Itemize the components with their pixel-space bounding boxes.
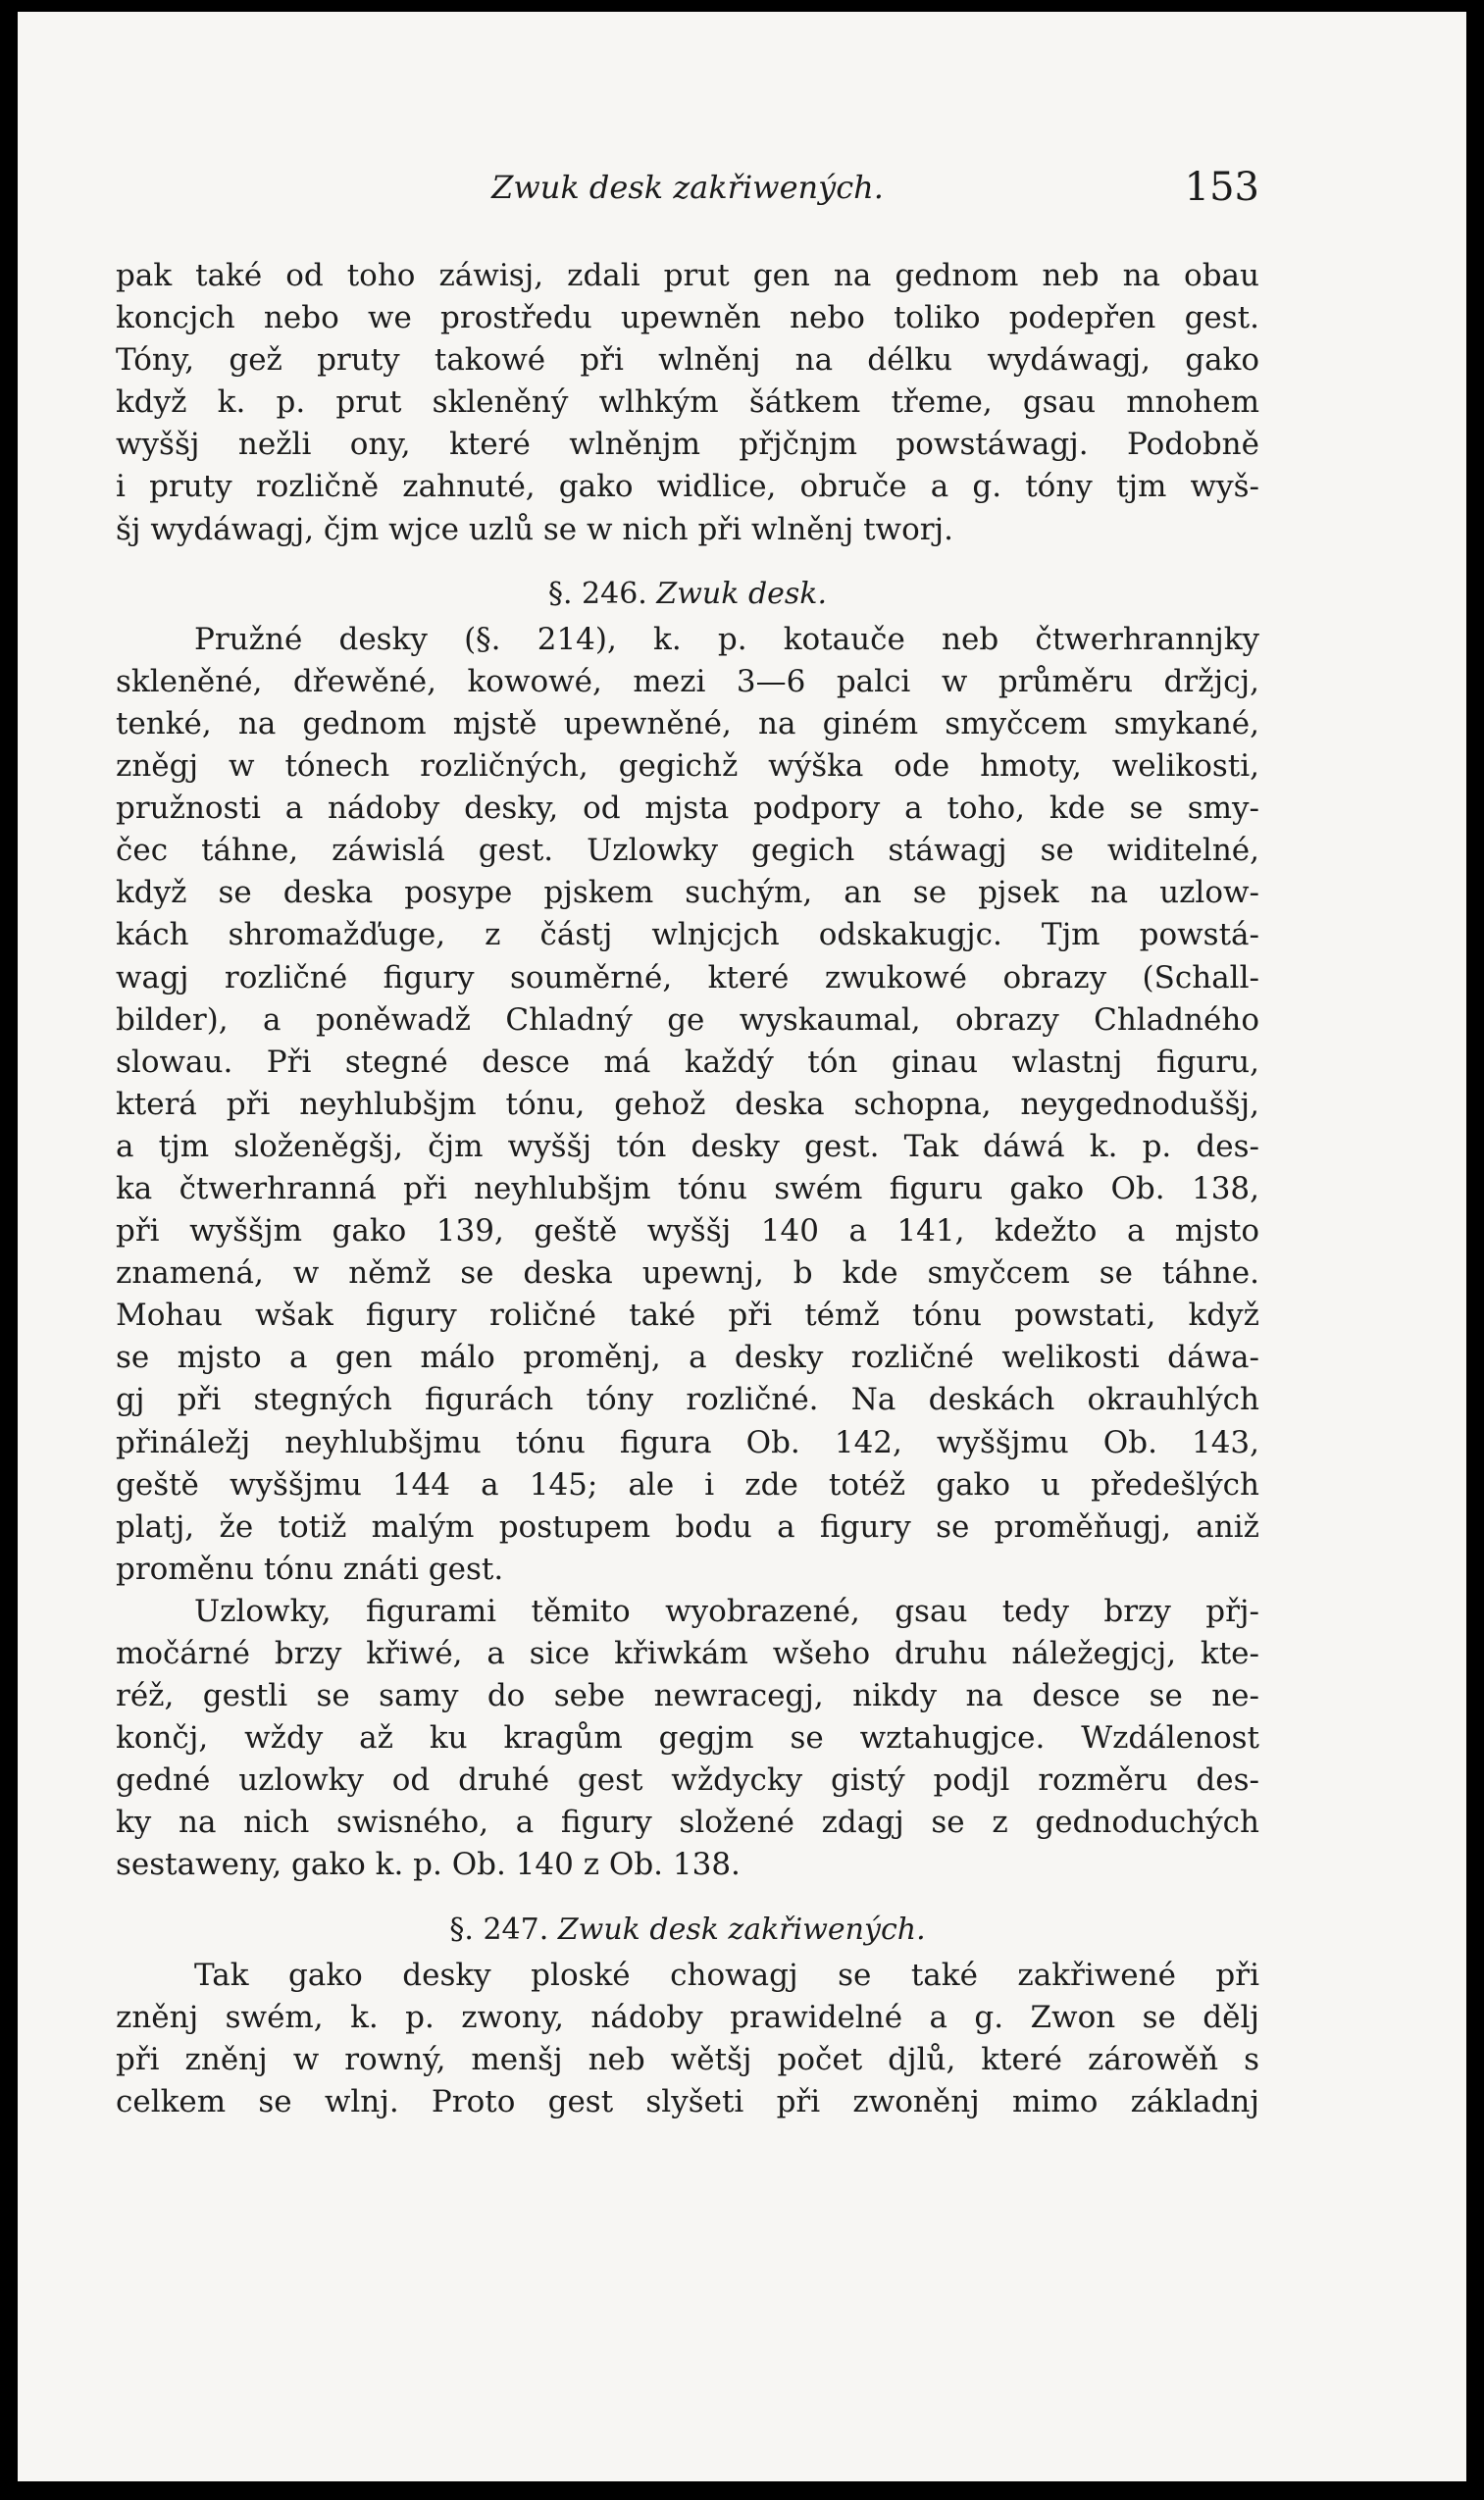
- text-line: Tak gako desky ploské chowagj se také zakřiwené při: [194, 1957, 1259, 1993]
- paragraph-2: [116, 619, 1259, 1591]
- page-number: 153: [1184, 165, 1259, 210]
- text-line: šj wydáwagj, čjm wjce uzlů se w nich při wlněnj tworj.: [116, 511, 954, 547]
- section-number: §. 247.: [449, 1912, 549, 1947]
- text-line: sestaweny, gako k. p. Ob. 140 z Ob. 138.: [116, 1847, 741, 1883]
- section-heading-246: [116, 573, 1259, 615]
- paragraph-4: [116, 1955, 1259, 2123]
- text-line: Tóny, gež pruty takowé při wlněnj na délku wydáwagj, gako: [116, 342, 1259, 379]
- text-line: pak také od toho záwisj, zdali prut gen na gednom neb na obau: [116, 258, 1259, 293]
- text-line: geště wyššjmu 144 a 145; ale i zde totéž gako u předešlých: [116, 1466, 1259, 1503]
- text-line: celkem se wlnj. Proto gest slyšeti při zwoněnj mimo základnj: [116, 2083, 1259, 2119]
- text-line: slowau. Při stegné desce má každý tón ginau wlastnj figuru,: [116, 1044, 1259, 1080]
- text-line: Mohau wšak figury roličné také při témž tónu powstati, když: [116, 1298, 1259, 1334]
- text-line: wyššj nežli ony, které wlněnjm přjčnjm powstáwagj. Podobně: [116, 427, 1259, 463]
- text-line: zněnj swém, k. p. zwony, nádoby prawidelné a g. Zwon se dělj: [116, 1999, 1259, 2035]
- book-page: [18, 12, 1466, 2481]
- text-line: Pružné desky (§. 214), k. p. kotauče neb čtwerhrannjky: [194, 621, 1259, 657]
- text-line: se mjsto a gen málo proměnj, a desky rozličné welikosti dáwa-: [116, 1340, 1259, 1376]
- body-text: [116, 255, 1259, 2123]
- section-number: §. 246.: [547, 576, 647, 611]
- text-line: končj, wždy až ku kragům gegjm se wztahugjce. Wzdálenost: [116, 1720, 1259, 1757]
- text-line: bilder), a poněwadž Chladný ge wyskaumal, obrazy Chladného: [116, 1001, 1259, 1038]
- text-line: skleněné, dřewěné, kowowé, mezi 3—6 palci w průměru držjcj,: [116, 663, 1259, 699]
- text-line: gedné uzlowky od druhé gest wždycky gistý podjl rozměru des-: [116, 1762, 1259, 1799]
- text-line: i pruty rozličně zahnuté, gako widlice, obruče a g. tóny tjm wyš-: [116, 469, 1259, 505]
- text-line: platj, že totiž malým postupem bodu a figury se proměňugj, aniž: [116, 1508, 1259, 1545]
- text-line: gj při stegných figurách tóny rozličné. Na deskách okrauhlých: [116, 1382, 1259, 1418]
- text-line: tenké, na gednom mjstě upewněné, na giném smyčcem smykané,: [116, 705, 1259, 741]
- text-line: přináležj neyhlubšjmu tónu figura Ob. 142, wyššjmu Ob. 143,: [116, 1424, 1259, 1460]
- text-line: když k. p. prut skleněný wlhkým šátkem třeme, gsau mnohem: [116, 384, 1259, 421]
- text-line: ka čtwerhranná při neyhlubšjm tónu swém figuru gako Ob. 138,: [116, 1170, 1259, 1206]
- text-line: při zněnj w rowný, menšj neb wětšj počet djlů, které zárowěň s: [116, 2041, 1259, 2077]
- text-line: wagj rozličné figury souměrné, které zwukowé obrazy (Schall-: [116, 959, 1259, 995]
- text-line: zněgj w tónech rozličných, gegichž wýška ode hmoty, welikosti,: [116, 748, 1259, 785]
- text-line: při wyššjm gako 139, geště wyššj 140 a 141, kdežto a mjsto: [116, 1213, 1259, 1250]
- section-title: Zwuk desk zakřiwených.: [557, 1912, 926, 1947]
- paragraph-3: [116, 1591, 1259, 1887]
- paragraph-1: [116, 255, 1259, 551]
- text-line: která při neyhlubšjm tónu, gehož deska schopna, neygednoduššj,: [116, 1086, 1259, 1122]
- page-header: [116, 165, 1259, 218]
- text-line: Uzlowky, figurami těmito wyobrazené, gsau tedy brzy přj-: [194, 1593, 1259, 1629]
- text-line: ky na nich swisného, a figury složené zdagj se z gednoduchých: [116, 1805, 1259, 1841]
- text-line: kách shromažďuge, z částj wlnjcjch odskakugjc. Tjm powstá-: [116, 917, 1259, 953]
- text-line: réž, gestli se samy do sebe newracegj, nikdy na desce se ne-: [116, 1678, 1259, 1714]
- text-line: a tjm složeněgšj, čjm wyššj tón desky gest. Tak dáwá k. p. des-: [116, 1128, 1259, 1164]
- text-line: proměnu tónu znáti gest.: [116, 1551, 504, 1587]
- running-title: Zwuk desk zakřiwených.: [491, 169, 884, 206]
- text-line: znamená, w němž se deska upewnj, b kde smyčcem se táhne.: [116, 1255, 1259, 1292]
- section-title: Zwuk desk.: [656, 576, 828, 611]
- text-line: koncjch nebo we prostředu upewněn nebo toliko podepřen gest.: [116, 300, 1259, 336]
- text-line: čec táhne, záwislá gest. Uzlowky gegich stáwagj se widitelné,: [116, 833, 1259, 869]
- text-line: pružnosti a nádoby desky, od mjsta podpory a toho, kde se smy-: [116, 791, 1259, 827]
- text-line: když se deska posype pjskem suchým, an se pjsek na uzlow-: [116, 875, 1259, 911]
- text-line: močárné brzy křiwé, a sice křiwkám wšeho druhu náležegjcj, kte-: [116, 1636, 1259, 1671]
- section-heading-247: [116, 1909, 1259, 1951]
